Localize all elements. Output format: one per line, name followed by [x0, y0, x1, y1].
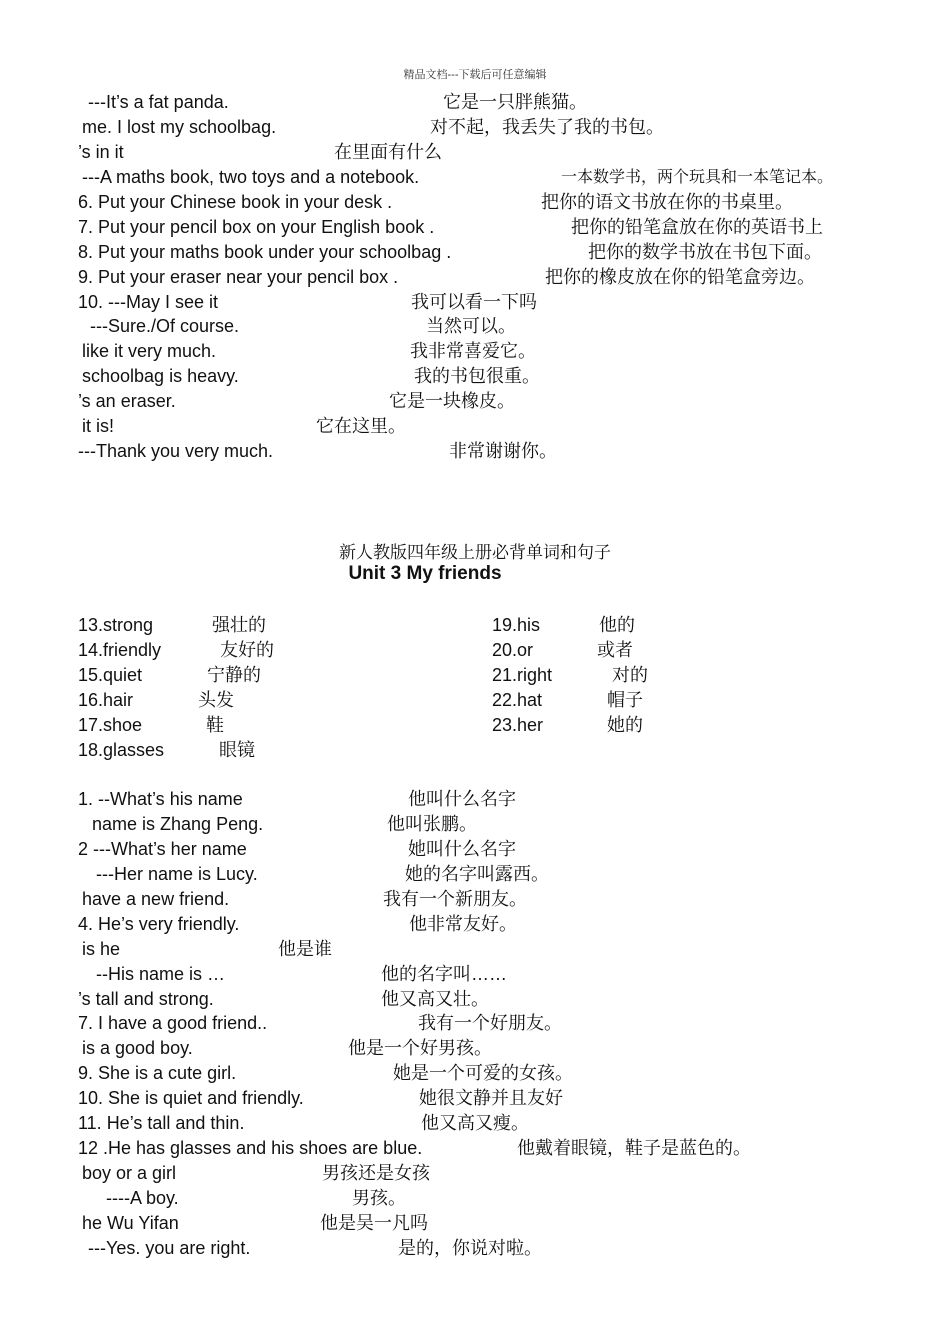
vocab-meaning: 眼镜 [219, 740, 255, 760]
vocab-meaning: 对的 [612, 665, 648, 685]
sentence-zh: 我可以看一下吗 [411, 292, 537, 312]
sentence-en: 2 ---What’s her name [78, 839, 247, 859]
vocab-meaning: 鞋 [206, 715, 224, 735]
sentence-row [0, 1136, 950, 1161]
vocab-row [0, 613, 950, 638]
vocab-row [0, 688, 950, 713]
sentence-row [0, 240, 950, 265]
vocab-meaning: 宁静的 [207, 665, 261, 685]
sentence-zh: 我的书包很重。 [414, 366, 540, 386]
sentence-zh: 对不起，我丢失了我的书包。 [430, 117, 664, 137]
sentence-zh: 它是一只胖熊猫。 [443, 92, 587, 112]
vocab-row [0, 663, 950, 688]
sentence-zh: 在里面有什么 [334, 142, 442, 162]
vocab-word: 21.right [492, 665, 553, 685]
vocab-meaning: 头发 [198, 690, 234, 710]
sentence-en: ---Thank you very much. [78, 441, 274, 461]
sentence-zh: 他又高又瘦。 [421, 1113, 529, 1133]
sentence-en: is a good boy. [82, 1038, 193, 1058]
vocab-word: 22.hat [492, 690, 543, 710]
sentence-zh: 男孩还是女孩 [322, 1163, 430, 1183]
sentence-zh: 一本数学书，两个玩具和一本笔记本。 [561, 169, 834, 186]
sentence-en: name is Zhang Peng. [92, 814, 264, 834]
sentence-zh: 他又高又壮。 [381, 989, 489, 1009]
sentence-en: 12 .He has glasses and his shoes are blue. [78, 1138, 423, 1158]
sentence-en: 7. Put your pencil box on your English book . [78, 217, 435, 237]
sentence-en: ’s an eraser. [78, 391, 176, 411]
sentence-en: 4. He’s very friendly. [78, 914, 240, 934]
unit-title-en: Unit 3 My friends [348, 563, 502, 584]
sentence-en: 7. I have a good friend.. [78, 1013, 268, 1033]
sentence-en: ---Sure./Of course. [90, 316, 240, 336]
sentence-en: is he [82, 939, 121, 959]
unit-title-zh: 新人教版四年级上册必背单词和句子 [339, 543, 611, 562]
sentence-zh: 把你的铅笔盒放在你的英语书上 [571, 217, 823, 237]
sentence-row [0, 987, 950, 1012]
sentence-row [0, 165, 950, 190]
sentence-zh: 男孩。 [352, 1188, 406, 1208]
sentence-row [0, 1161, 950, 1186]
sentence-zh: 把你的语文书放在你的书桌里。 [541, 192, 793, 212]
vocab-row [0, 713, 950, 738]
sentence-zh: 当然可以。 [426, 316, 516, 336]
sentence-row [0, 887, 950, 912]
vocab-word: 17.shoe [78, 715, 143, 735]
sentence-row [0, 389, 950, 414]
sentence-en: it is! [82, 416, 115, 436]
vocab-word: 18.glasses [78, 740, 165, 760]
sentence-row [0, 439, 950, 464]
sentence-en: have a new friend. [82, 889, 230, 909]
vocab-word: 23.her [492, 715, 544, 735]
sentence-row [0, 912, 950, 937]
document-header: 精品文档---下载后可任意编辑 [403, 69, 547, 81]
sentence-row [0, 364, 950, 389]
sentence-zh: 他非常友好。 [409, 914, 517, 934]
sentence-en: ---Her name is Lucy. [96, 864, 258, 884]
sentence-en: me. I lost my schoolbag. [82, 117, 277, 137]
sentence-row [0, 290, 950, 315]
vocab-meaning: 帽子 [607, 690, 643, 710]
vocab-meaning: 她的 [607, 715, 643, 735]
sentence-row [0, 1111, 950, 1136]
vocab-word: 13.strong [78, 615, 154, 635]
sentence-en: ----A boy. [106, 1188, 179, 1208]
sentence-row [0, 265, 950, 290]
sentence-zh: 我非常喜爱它。 [410, 341, 536, 361]
sentence-row [0, 190, 950, 215]
sentence-en: ’s in it [78, 142, 124, 162]
sentence-en: ---A maths book, two toys and a notebook. [82, 167, 420, 187]
sentence-row [0, 115, 950, 140]
sentence-zh: 他叫什么名字 [408, 789, 516, 809]
vocab-word: 15.quiet [78, 665, 143, 685]
sentence-en: 8. Put your maths book under your schoolbag . [78, 242, 452, 262]
sentence-zh: 他戴着眼镜，鞋子是蓝色的。 [517, 1138, 751, 1158]
sentence-zh: 她的名字叫露西。 [405, 864, 549, 884]
sentence-row [0, 962, 950, 987]
vocab-meaning: 强壮的 [212, 615, 266, 635]
sentence-zh: 非常谢谢你。 [449, 441, 557, 461]
sentence-zh: 他是吴一凡吗 [320, 1213, 428, 1233]
sentence-row [0, 1186, 950, 1211]
sentence-zh: 他是谁 [278, 939, 332, 959]
sentence-zh: 她叫什么名字 [408, 839, 516, 859]
sentence-zh: 我有一个好朋友。 [418, 1013, 562, 1033]
sentence-zh: 她是一个可爱的女孩。 [393, 1063, 573, 1083]
sentence-en: 11. He’s tall and thin. [78, 1113, 245, 1133]
sentence-en: 9. Put your eraser near your pencil box . [78, 267, 399, 287]
sentence-zh: 他叫张鹏。 [387, 814, 477, 834]
sentence-zh: 把你的橡皮放在你的铅笔盒旁边。 [545, 267, 815, 287]
sentence-row [0, 862, 950, 887]
sentence-en: he Wu Yifan [82, 1213, 179, 1233]
sentence-row [0, 1036, 950, 1061]
sentence-zh: 我有一个新朋友。 [383, 889, 527, 909]
sentence-en: 6. Put your Chinese book in your desk . [78, 192, 393, 212]
sentence-row [0, 314, 950, 339]
vocab-row [0, 738, 950, 763]
sentence-zh: 是的，你说对啦。 [398, 1238, 542, 1258]
sentence-row [0, 1236, 950, 1261]
vocab-row [0, 638, 950, 663]
sentence-row [0, 140, 950, 165]
sentence-en: schoolbag is heavy. [82, 366, 239, 386]
vocab-word: 19.his [492, 615, 541, 635]
sentence-row [0, 339, 950, 364]
sentence-row [0, 1011, 950, 1036]
sentence-zh: 他是一个好男孩。 [348, 1038, 492, 1058]
vocab-meaning: 或者 [597, 640, 633, 660]
vocab-word: 20.or [492, 640, 534, 660]
sentence-row [0, 837, 950, 862]
sentence-row [0, 215, 950, 240]
sentence-row [0, 414, 950, 439]
sentence-en: 10. She is quiet and friendly. [78, 1088, 304, 1108]
sentence-zh: 把你的数学书放在书包下面。 [588, 242, 822, 262]
vocab-meaning: 友好的 [220, 640, 274, 660]
sentence-en: ---It’s a fat panda. [88, 92, 229, 112]
sentence-en: like it very much. [82, 341, 217, 361]
sentence-en: ’s tall and strong. [78, 989, 214, 1009]
sentence-row [0, 1211, 950, 1236]
sentence-en: 9. She is a cute girl. [78, 1063, 237, 1083]
sentence-zh: 她很文静并且友好 [419, 1088, 563, 1108]
sentence-en: --His name is … [96, 964, 226, 984]
sentence-row [0, 1086, 950, 1111]
sentence-row [0, 937, 950, 962]
sentence-row [0, 787, 950, 812]
sentence-zh: 它是一块橡皮。 [389, 391, 515, 411]
vocab-meaning: 他的 [599, 615, 635, 635]
sentence-row [0, 812, 950, 837]
sentence-zh: 他的名字叫…… [381, 964, 507, 984]
sentence-zh: 它在这里。 [316, 416, 406, 436]
sentence-en: ---Yes. you are right. [88, 1238, 251, 1258]
vocab-word: 16.hair [78, 690, 134, 710]
sentence-row [0, 90, 950, 115]
sentence-en: 10. ---May I see it [78, 292, 219, 312]
sentence-en: 1. --What’s his name [78, 789, 243, 809]
sentence-row [0, 1061, 950, 1086]
sentence-en: boy or a girl [82, 1163, 177, 1183]
vocab-word: 14.friendly [78, 640, 162, 660]
